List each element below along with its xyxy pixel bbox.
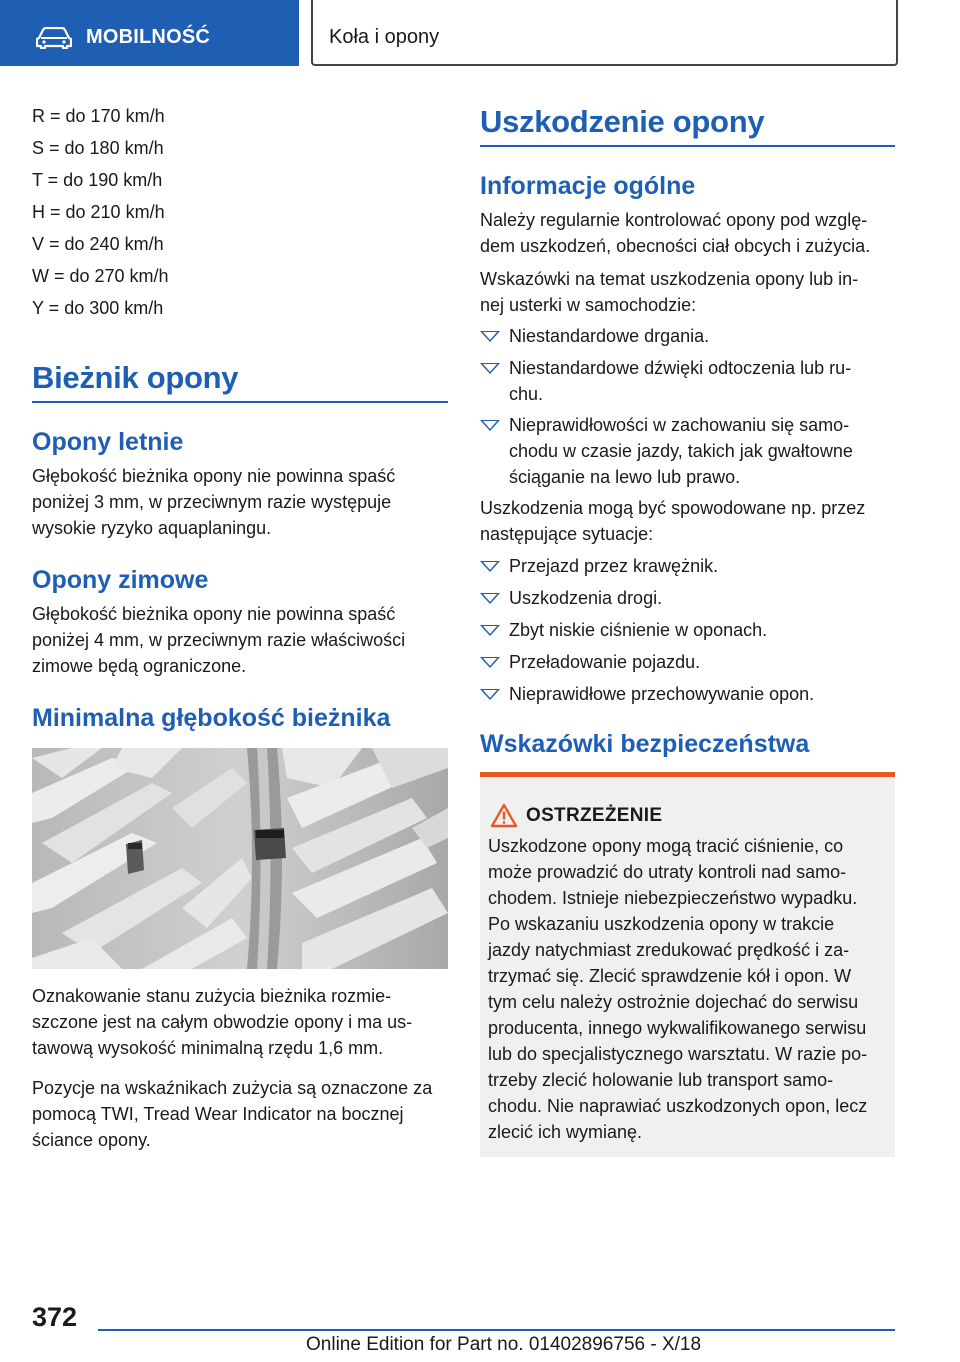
subsection-title-summer: Opony letnie bbox=[32, 428, 184, 456]
section-title-damage: Uszkodzenie opony bbox=[480, 104, 765, 139]
speed-rating-item: T = do 190 km/h bbox=[32, 170, 163, 190]
list-item-text: Przejazd przez krawężnik. bbox=[509, 556, 719, 576]
speed-rating-item: H = do 210 km/h bbox=[32, 202, 165, 222]
speed-rating-item: W = do 270 km/h bbox=[32, 266, 169, 286]
text-line: nej usterki w samochodzie: bbox=[480, 295, 697, 315]
text-line: chodu w czasie jazdy, takich jak gwałtowne bbox=[509, 441, 853, 461]
text-line: Po wskazaniu uszkodzenia opony w trakcie bbox=[488, 914, 835, 934]
list-item-text: Zbyt niskie ciśnienie w oponach. bbox=[509, 620, 768, 640]
text-line: zlecić ich wymianę. bbox=[488, 1122, 643, 1142]
text-line: trzeby zlecić holowanie lub transport samo- bbox=[488, 1070, 834, 1090]
text-line: szczone jest na całym obwodzie opony i ma us- bbox=[32, 1012, 413, 1032]
page-header bbox=[0, 0, 960, 66]
text-line: chodem. Istnieje niebezpieczeństwo wypadku. bbox=[488, 888, 858, 908]
bullet-triangle-icon bbox=[480, 593, 500, 604]
subsection-title-general: Informacje ogólne bbox=[480, 172, 696, 200]
min-depth-paragraph-2 bbox=[32, 1075, 452, 1153]
text-line: chodu. Nie naprawiać uszkodzonych opon, lecz bbox=[488, 1096, 868, 1116]
subsection-title-safety: Wskazówki bezpieczeństwa bbox=[480, 730, 810, 758]
hints-paragraph bbox=[480, 266, 900, 318]
text-line: Wskazówki na temat uszkodzenia opony lub in- bbox=[480, 269, 859, 289]
list-item-text: Nieprawidłowe przechowywanie opon. bbox=[509, 684, 815, 704]
speed-rating-item: S = do 180 km/h bbox=[32, 138, 164, 158]
edition-note: Online Edition for Part no. 01402896756 - X/18 bbox=[306, 1334, 702, 1355]
text-line: ściąganie na lewo lub prawo. bbox=[509, 467, 741, 487]
text-line: Nieprawidłowości w zachowaniu się samo- bbox=[509, 415, 850, 435]
warning-text bbox=[488, 833, 893, 1145]
text-line: może prowadzić do utraty kontroli nad samo- bbox=[488, 862, 847, 882]
page-number: 372 bbox=[32, 1302, 78, 1332]
text-line: pomocą TWI, Tread Wear Indicator na bocznej bbox=[32, 1104, 404, 1124]
text-line: Niestandardowe dźwięki odtoczenia lub ru- bbox=[509, 358, 852, 378]
bullet-triangle-icon bbox=[480, 561, 500, 572]
bullet-triangle-icon bbox=[480, 420, 500, 431]
text-line: Niestandardowe drgania. bbox=[509, 326, 710, 346]
text-line: ściance opony. bbox=[32, 1130, 151, 1150]
text-line: wysokie ryzyko aquaplaningu. bbox=[32, 518, 272, 538]
text-line: Pozycje na wskaźnikach zużycia są oznaczone za bbox=[32, 1078, 433, 1098]
text-line: dem uszkodzeń, obecności ciał obcych i zużycia. bbox=[480, 236, 871, 256]
section-title-tread: Bieżnik opony bbox=[32, 360, 239, 395]
text-line: producenta, innego wykwalifikowanego serwisu bbox=[488, 1018, 867, 1038]
bullet-triangle-icon bbox=[480, 363, 500, 374]
text-line: poniżej 4 mm, w przeciwnym razie właściwości bbox=[32, 630, 406, 650]
winter-paragraph bbox=[32, 601, 452, 679]
text-line: następujące sytuacje: bbox=[480, 524, 654, 544]
tread-wear-indicator-image bbox=[32, 748, 448, 969]
bullet-triangle-icon bbox=[480, 331, 500, 342]
speed-rating-item: V = do 240 km/h bbox=[32, 234, 164, 254]
warning-triangle-icon bbox=[490, 803, 518, 828]
causes-paragraph bbox=[480, 495, 900, 547]
min-depth-paragraph-1 bbox=[32, 983, 452, 1061]
text-line: trzymać się. Zlecić sprawdzenie kół i opon. W bbox=[488, 966, 852, 986]
text-line: poniżej 3 mm, w przeciwnym razie występuje bbox=[32, 492, 392, 512]
bullet-triangle-icon bbox=[480, 657, 500, 668]
summer-paragraph bbox=[32, 463, 452, 541]
title-divider bbox=[480, 145, 895, 147]
text-line: zimowe będą ograniczone. bbox=[32, 656, 247, 676]
text-line: Uszkodzenia mogą być spowodowane np. przez bbox=[480, 498, 866, 518]
text-line: chu. bbox=[509, 384, 544, 404]
footer-divider bbox=[98, 1329, 895, 1331]
text-line: lub do specjalistycznego warsztatu. W razie po- bbox=[488, 1044, 868, 1064]
subsection-title-min-depth: Minimalna głębokość bieżnika bbox=[32, 704, 391, 732]
section-label: MOBILNOŚĆ bbox=[86, 26, 211, 48]
list-item-text: Przeładowanie pojazdu. bbox=[509, 652, 701, 672]
car-icon bbox=[36, 27, 72, 49]
text-line: Głębokość bieżnika opony nie powinna spaść bbox=[32, 604, 396, 624]
section-tab bbox=[0, 0, 299, 66]
speed-rating-item: R = do 170 km/h bbox=[32, 106, 165, 126]
bullet-triangle-icon bbox=[480, 689, 500, 700]
subsection-title-winter: Opony zimowe bbox=[32, 566, 209, 594]
warning-title: OSTRZEŻENIE bbox=[526, 805, 663, 826]
text-line: tym celu należy ostrożnie dojechać do serwisu bbox=[488, 992, 859, 1012]
bullet-triangle-icon bbox=[480, 625, 500, 636]
text-line: Głębokość bieżnika opony nie powinna spaść bbox=[32, 466, 396, 486]
text-line: Oznakowanie stanu zużycia bieżnika rozmie- bbox=[32, 986, 392, 1006]
text-line: Należy regularnie kontrolować opony pod wzglę- bbox=[480, 210, 868, 230]
general-paragraph bbox=[480, 207, 900, 259]
chapter-tab bbox=[311, 0, 898, 66]
text-line: jazdy natychmiast zredukować prędkość i za- bbox=[488, 940, 850, 960]
text-line: Uszkodzone opony mogą tracić ciśnienie, co bbox=[488, 836, 844, 856]
list-item-text: Uszkodzenia drogi. bbox=[509, 588, 663, 608]
text-line: tawową wysokość minimalną rzędu 1,6 mm. bbox=[32, 1038, 384, 1058]
warning-box bbox=[480, 772, 895, 1157]
title-divider bbox=[32, 401, 448, 403]
chapter-label: Koła i opony bbox=[329, 26, 440, 48]
speed-rating-item: Y = do 300 km/h bbox=[32, 298, 164, 318]
